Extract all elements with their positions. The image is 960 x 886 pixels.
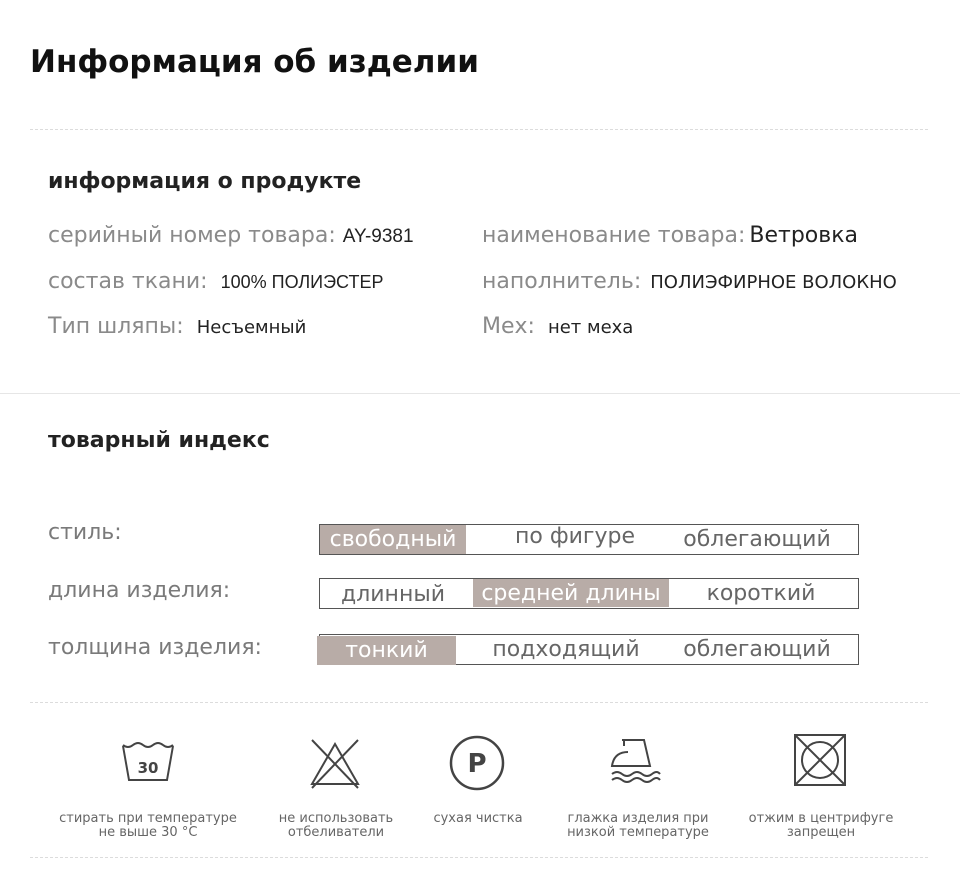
divider (30, 129, 928, 130)
thickness-scale (319, 634, 859, 665)
index-title: товарный индекс (48, 428, 270, 453)
name-value: Ветровка (749, 223, 858, 248)
fur-value: нет меха (547, 317, 634, 338)
iron-caption: глажка изделия при низкой температуре (567, 811, 709, 840)
dry-caption: сухая чистка (433, 811, 523, 826)
fur-label: Мех: (482, 314, 535, 339)
serial-value: AY-9381 (342, 226, 414, 247)
spin-caption: отжим в центрифуге запрещен (748, 811, 894, 840)
hat-row (48, 314, 306, 339)
length-scale (319, 578, 859, 609)
fabric-value: 100% ПОЛИЭСТЕР (220, 272, 384, 292)
name-row (482, 223, 858, 248)
hat-value: Несъемный (196, 317, 307, 338)
fur-row (482, 314, 633, 339)
svg-text:30: 30 (137, 759, 159, 777)
filler-value: ПОЛИЭФИРНОЕ ВОЛОКНО (650, 272, 897, 293)
product-info-title: информация о продукте (48, 169, 362, 194)
page-title: Информация об изделии (30, 44, 479, 80)
style-option-tight: облегающий (683, 527, 831, 552)
wash-caption: стирать при температуре не выше 30 °C (59, 811, 237, 840)
length-option-medium: средней длины (473, 579, 669, 607)
wash-30-icon (120, 740, 176, 786)
filler-label: наполнитель: (482, 269, 642, 294)
filler-row (482, 269, 897, 294)
hat-label: Тип шляпы: (48, 314, 184, 339)
length-label: длина изделия: (48, 578, 231, 603)
thickness-option-medium: подходящий (492, 637, 640, 662)
no-tumble-dry-icon (792, 732, 848, 788)
thickness-option-thick: облегающий (683, 637, 831, 662)
fabric-label: состав ткани: (48, 269, 208, 294)
section-divider (0, 393, 960, 394)
fabric-row (48, 269, 383, 294)
style-option-loose: свободный (320, 525, 466, 554)
dry-clean-p-icon (448, 734, 506, 792)
serial-row (48, 223, 414, 248)
serial-label: серийный номер товара: (48, 223, 336, 248)
length-option-short: короткий (706, 581, 816, 606)
thickness-label: толщина изделия: (48, 635, 262, 660)
bleach-caption: не использовать отбеливатели (278, 811, 394, 840)
thickness-option-thin: тонкий (317, 636, 456, 665)
svg-text:P: P (467, 749, 487, 779)
name-label: наименование товара: (482, 223, 746, 248)
style-label: стиль: (48, 520, 122, 545)
length-option-long: длинный (340, 582, 445, 607)
no-bleach-icon (308, 738, 362, 790)
iron-low-icon (606, 734, 662, 784)
divider (30, 702, 928, 703)
divider (30, 857, 928, 858)
style-scale (319, 524, 859, 555)
style-option-fitted: по фигуре (514, 524, 636, 549)
